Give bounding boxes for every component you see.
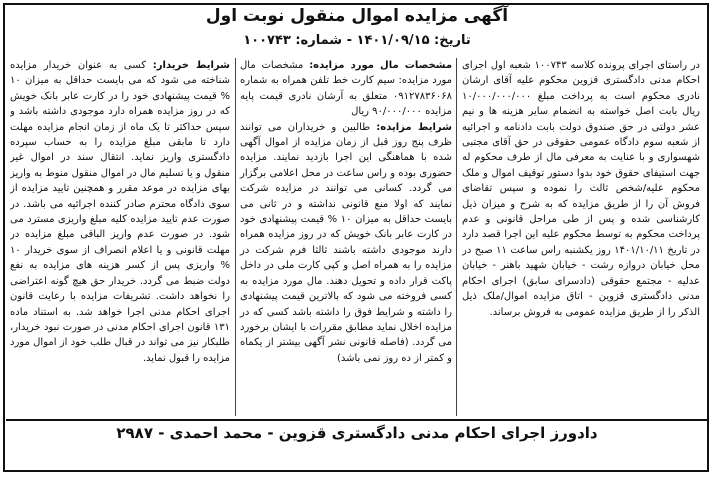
item-spec-text: مشخصات مال مورد مزایده: سیم کارت خط تلفن همراه به شماره ۰۹۱۲۷۸۳۶۰۶۸ متعلق به آرشان نادری قیمت پایه مزایده ۹۰/۰۰۰/۰۰۰ ریال (240, 60, 452, 118)
notice-title: آگهی مزایده اموال منقول نوبت اول (205, 6, 509, 26)
auction-intro-text: در راستای اجرای پرونده کلاسه ۱۰۰۷۴۳ شعبه اول اجرای احکام مدنی دادگستری قزوین محکوم علیه آقای ارشان نادری محکوم است به پرداخت مبلغ ۱۰/۰۰۰/۰۰۰/۰۰۰ ریال بابت اصل خواسته به انضمام سایر هزینه ها و نیم عشر دولتی در حق صندوق دولت بابت دادنامه و اجرائیه از شعبه سوم دادگاه عمومی حقوقی در حق آقای مجتبی شهسواری و با عنایت به معرفی مال از طرف محکوم له جهت استیفای حقوق خود بدوا دستور توقیف اموال و ملک محکوم علیه/شخص ثالث را نموده و سپس تقاضای فروش آن را از طریق مزایده که به شرح و میزان ذیل کارشناسی شده و پس از طی مراحل قانونی و عدم پرداخت محکوم به توسط محکوم علیه این اجرا قصد دارد در تاریخ ۱۴۰۱/۱۰/۱۱ روز یکشنبه راس ساعت ۱۱ صبح در محل خیابان دروازه رشت - خیابان شهید باهنر - خیابان عدلیه - مجتمع حقوقی (دادسرای سابق) اجرای احکام مدنی دادگستری قزوین - اتاق مزایده اموال/ملک ذیل الذکر را از طریق مزایده عمومی به فروش برساند. (462, 60, 700, 318)
footer-divider (6, 419, 708, 421)
buyer-terms-heading: شرایط خریدار: (152, 60, 230, 71)
column-left (10, 58, 230, 416)
column-right (462, 58, 700, 416)
item-spec-heading: مشخصات مال مورد مزایده: (309, 60, 453, 71)
auction-terms-text: طالبین و خریداران می توانند ظرف پنج روز قبل از زمان مزایده از اموال آگهی شده با هماهنگی این اجرا بازدید نمایند. مزایده حضوری بوده و راس ساعت در محل اعلامی برگزار می گردد. کسانی می توانند در مزایده شرکت نمایند که اولا منع قانونی نداشته و در ثانی می بایست حداقل به میزان ۱۰ % قیمت پیشنهادی خود در کارت عابر بانک خویش که در روز مزایده همراه دارند موجودی داشته باشند ثالثا فرم شرکت در مزایده را به همراه اصل و کپی کارت ملی در داخل پاکت قرار داده و تحویل دهند. مال مورد مزایده به کسی فروخته می شود که بالاترین قیمت پیشنهادی را داشته و شرایط فوق را داشته باشد کسی که در مزایده اخلال نماید مطابق مقررات با ایشان برخورد می گردد. (فاصله قانونی نشر آگهی بیشتر از یکماه و کمتر از ده روز نمی باشد) (240, 121, 452, 364)
auction-terms-heading: شرایط مزایده: (376, 121, 452, 133)
notice-date-number: تاریخ: ۱۴۰۱/۰۹/۱۵ - شماره: ۱۰۰۷۴۳ (243, 33, 471, 48)
column-middle (235, 58, 457, 416)
signature-line: دادورز اجرای احکام مدنی دادگستری قزوین - محمد احمدی - ۲۹۸۷ (116, 424, 598, 442)
buyer-terms-text: کسی به عنوان خریدار مزایده شناخته می شود که می بایست حداقل به میزان ۱۰ % قیمت پیشنهادی خود را در کارت عابر بانک خویش که در روز مزایده همراه دارد موجودی داشته باشد و سپس حداکثر تا یک ماه از زمان انجام مزایده مهلت دارد تا مابقی مبلغ مزایده را به حساب سپرده دادگستری واریز نماید. انتقال سند در اموال غیر منقول و یا تسلیم مال در اموال منقول منوط به واریز بهای مزایده در موعد مقرر و همچنین تایید مزایده از سوی دادگاه محترم صادر کننده اجرائیه می باشد. در صورت عدم تایید مزایده کلیه مبلغ واریزی مسترد می شود. در صورت عدم واریز الباقی مبلغ مزایده در مهلت قانونی و یا اعلام انصراف از سوی خریدار ۱۰ % واریزی پس از کسر هزینه های مزایده به نفع دولت ضبط می گردد. خریدار حق هیچ گونه اعتراضی را نخواهد داشت. تشریفات مزایده با رعایت قانون اجرای احکام مدنی اجرا خواهد شد. به استناد ماده ۱۳۱ قانون اجرای احکام مدنی در صورت نبود خریدار، طلبکار نیز می تواند در قبال طلب خود از اموال مورد مزایده را قبول نماید. (10, 60, 230, 364)
